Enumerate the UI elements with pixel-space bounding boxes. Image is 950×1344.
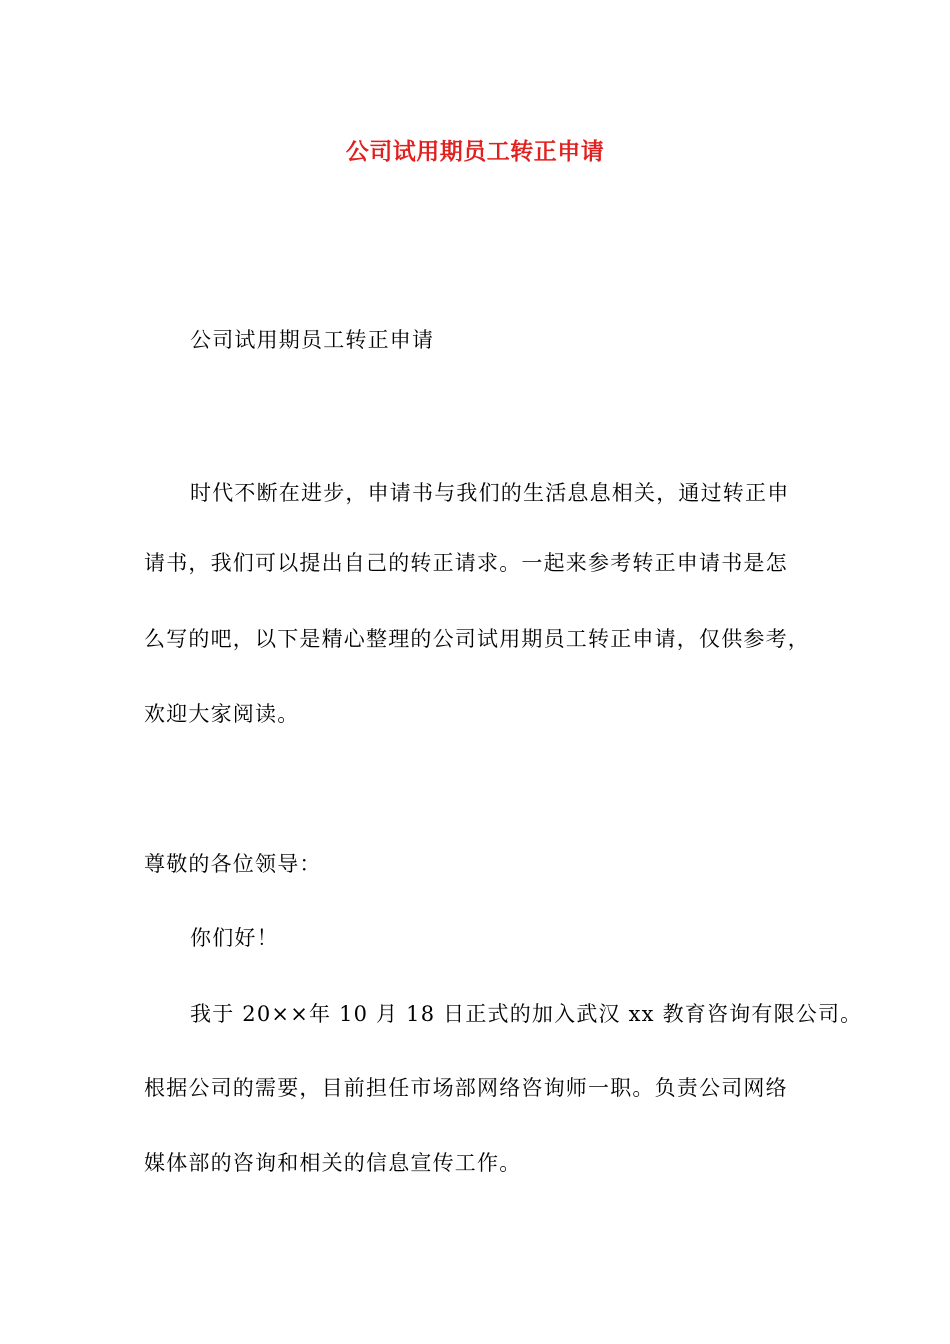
intro-line-4: 欢迎大家阅读。: [144, 702, 300, 726]
salutation: 尊敬的各位领导：: [144, 852, 322, 876]
intro-line-1: 时代不断在进步，申请书与我们的生活息息相关，通过转正申: [190, 481, 790, 505]
greeting: 你们好！: [190, 926, 279, 950]
intro-line-2: 请书，我们可以提出自己的转正请求。一起来参考转正申请书是怎: [144, 551, 788, 575]
document-title: 公司试用期员工转正申请: [345, 139, 605, 165]
document-subtitle: 公司试用期员工转正申请: [190, 328, 435, 352]
body-line-1: 我于 20××年 10 月 18 日正式的加入武汉 xx 教育咨询有限公司。: [190, 1002, 863, 1026]
intro-line-3: 么写的吧，以下是精心整理的公司试用期员工转正申请，仅供参考，: [144, 627, 810, 651]
body-line-3: 媒体部的咨询和相关的信息宣传工作。: [144, 1151, 522, 1175]
body-line-2: 根据公司的需要，目前担任市场部网络咨询师一职。负责公司网络: [144, 1076, 788, 1100]
